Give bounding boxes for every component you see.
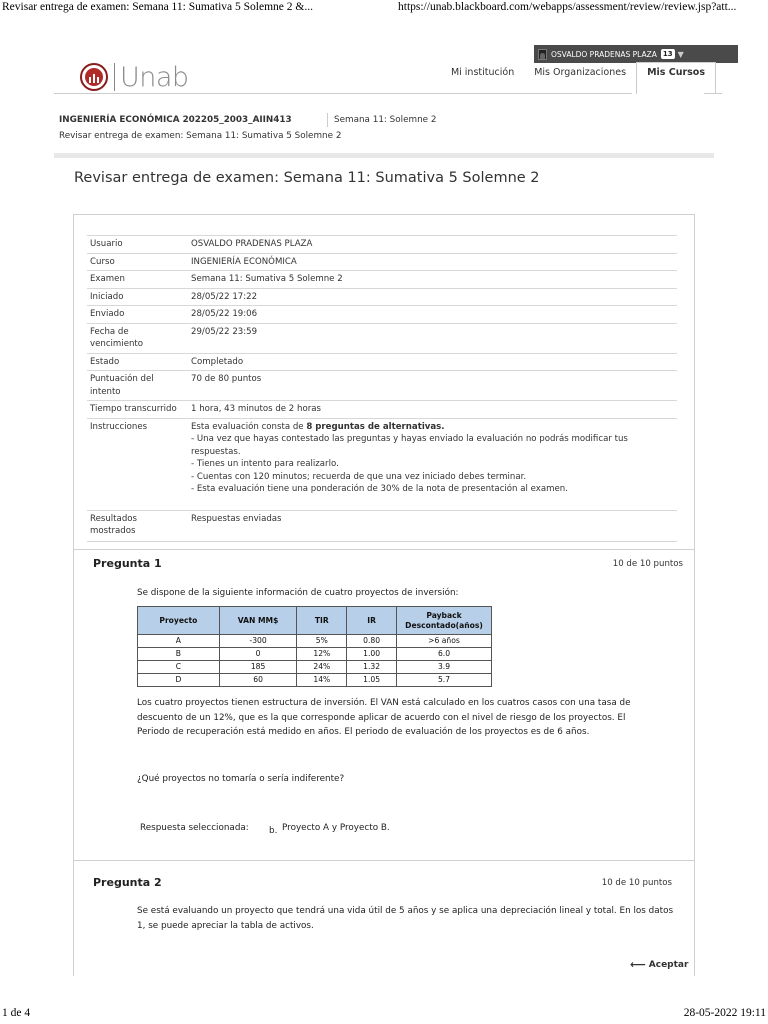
question-intro: Se dispone de la siguiente información de cuatro proyectos de inversión: [137, 588, 459, 598]
answer-letter: b. [269, 826, 278, 836]
table-cell: 1.00 [347, 648, 397, 661]
question-2-text [137, 904, 727, 933]
summary-key [87, 371, 188, 401]
question-divider [73, 549, 695, 550]
logo-text: Unab [120, 61, 189, 93]
column-header-line: Descontado(años) [405, 620, 483, 630]
question-title: Pregunta 2 [93, 876, 162, 889]
summary-value: 28/05/22 17:22 [188, 288, 677, 306]
summary-value: 29/05/22 23:59 [188, 323, 677, 353]
summary-key: Instrucciones [87, 418, 188, 510]
summary-key: Examen [87, 271, 188, 289]
dropdown-arrow-icon[interactable]: ▼ [677, 49, 684, 59]
description-line: Periodo de recuperación está medido en años. El periodo de evaluación de los proyectos es de 6 años. [137, 727, 590, 737]
table-cell: 60 [219, 674, 297, 687]
table-cell: C [138, 661, 220, 674]
summary-row [87, 510, 677, 541]
header-divider [54, 153, 714, 158]
table-cell: 5.7 [397, 674, 492, 687]
column-header: IR [347, 607, 397, 635]
table-cell: B [138, 648, 220, 661]
tab-mis-cursos[interactable]: Mis Cursos [636, 62, 716, 94]
summary-row [87, 288, 677, 306]
print-page-url: https://unab.blackboard.com/webapps/assessment/review/review.jsp?att... [398, 1, 737, 13]
accept-button[interactable] [630, 958, 688, 971]
summary-row [87, 371, 677, 401]
column-header: VAN MM$ [219, 607, 297, 635]
table-cell: 24% [297, 661, 347, 674]
course-divider [327, 113, 328, 127]
description-line: Los cuatro proyectos tienen estructura de inversión. El VAN está calculado en los cuatros casos con una tasa de [137, 698, 631, 708]
summary-value: 28/05/22 19:06 [188, 306, 677, 324]
table-cell: 14% [297, 674, 347, 687]
summary-value: Semana 11: Sumativa 5 Solemne 2 [188, 271, 677, 289]
summary-key: Iniciado [87, 288, 188, 306]
instructions-text [188, 418, 677, 510]
summary-row [87, 401, 677, 419]
question-text-line: 1, se puede apreciar la tabla de activos. [137, 920, 314, 931]
instructions-line: respuestas. [191, 446, 241, 457]
print-header [0, 0, 768, 18]
table-row [138, 661, 492, 674]
column-header: Proyecto [138, 607, 220, 635]
course-name-link[interactable]: INGENIERÍA ECONÓMICA 202205_2003_AIIN413 [59, 115, 292, 125]
main-tabs [441, 62, 716, 94]
table-cell: >6 años [397, 635, 492, 648]
arrow-left-icon: ⟵ [630, 958, 646, 971]
table-cell: 5% [297, 635, 347, 648]
instructions-line: Esta evaluación consta de [191, 421, 307, 432]
review-panel [73, 214, 695, 976]
avatar-icon [538, 49, 547, 60]
table-cell: 0.80 [347, 635, 397, 648]
table-cell: 6.0 [397, 648, 492, 661]
summary-key: Curso [87, 253, 188, 271]
summary-key [87, 510, 188, 541]
table-cell: A [138, 635, 220, 648]
projects-table [137, 606, 492, 687]
question-text-line: Se está evaluando un proyecto que tendrá una vida útil de 5 años y se aplica una depreciación lineal y total. En los datos [137, 906, 674, 916]
top-navigation [54, 42, 716, 94]
question-prompt: ¿Qué proyectos no tomaría o sería indiferente? [137, 774, 345, 784]
table-cell: 0 [219, 648, 297, 661]
summary-key-line: Resultados [90, 513, 138, 524]
summary-key-line: mostrados [90, 526, 136, 536]
answer-label: Respuesta seleccionada: [140, 823, 249, 833]
user-name: OSVALDO PRADENAS PLAZA [551, 49, 657, 59]
summary-value: OSVALDO PRADENAS PLAZA [188, 236, 677, 254]
table-cell: 185 [219, 661, 297, 674]
question-2-header [93, 876, 672, 892]
summary-key-line: vencimiento [90, 339, 144, 349]
notification-badge[interactable]: 13 [662, 50, 673, 58]
question-divider [73, 860, 695, 861]
instructions-line: - Una vez que hayas contestado las preguntas y hayas enviado la evaluación no podrás modificar tus [191, 434, 628, 444]
attempt-summary-table [87, 235, 677, 542]
column-header [397, 607, 492, 635]
summary-row [87, 236, 677, 254]
accept-label: Aceptar [648, 959, 689, 970]
table-row [138, 635, 492, 648]
summary-value: INGENIERÍA ECONÓMICA [188, 253, 677, 271]
table-cell: 1.05 [347, 674, 397, 687]
table-cell: 12% [297, 648, 347, 661]
print-page-title: Revisar entrega de examen: Semana 11: Sumativa 5 Solemne 2 &... [2, 1, 313, 13]
instructions-line: - Tienes un intento para realizarlo. [191, 459, 339, 469]
summary-value: Respuestas enviadas [188, 510, 677, 541]
tab-mis-organizaciones[interactable]: Mis Organizaciones [534, 67, 627, 78]
description-line: descuento de un 12%, que es la que corresponde aplicar de acuerdo con el nivel de riesgo de los proyectos. El [137, 712, 626, 723]
print-datetime: 28-05-2022 19:11 [683, 1007, 766, 1019]
summary-key-line: intento [90, 386, 121, 397]
course-section-link[interactable]: Semana 11: Solemne 2 [334, 115, 437, 125]
summary-row [87, 271, 677, 289]
logo-divider [114, 63, 115, 91]
summary-key: Estado [87, 353, 188, 371]
summary-key [87, 323, 188, 353]
summary-row [87, 306, 677, 324]
table-row [138, 674, 492, 687]
table-row [138, 648, 492, 661]
breadcrumb: Revisar entrega de examen: Semana 11: Sumativa 5 Solemne 2 [59, 131, 342, 141]
question-1-header [93, 557, 683, 573]
table-cell: 1.32 [347, 661, 397, 674]
table-cell: D [138, 674, 220, 687]
unab-logo[interactable] [80, 60, 189, 94]
question-title: Pregunta 1 [93, 557, 162, 570]
summary-row [87, 418, 677, 510]
summary-key: Tiempo transcurrido [87, 401, 188, 419]
instructions-line: - Esta evaluación tiene una ponderación de 30% de la nota de presentación al examen. [191, 484, 568, 494]
logo-emblem-icon [80, 63, 108, 91]
print-footer [0, 1006, 768, 1024]
summary-key-line: Fecha de [90, 326, 129, 337]
summary-row [87, 353, 677, 371]
column-header: TIR [297, 607, 347, 635]
table-cell: 3.9 [397, 661, 492, 674]
summary-value: 1 hora, 43 minutos de 2 horas [188, 401, 677, 419]
table-cell: -300 [219, 635, 297, 648]
summary-row [87, 253, 677, 271]
summary-row [87, 323, 677, 353]
summary-key: Usuario [87, 236, 188, 254]
summary-value: 70 de 80 puntos [188, 371, 677, 401]
question-description [137, 696, 727, 740]
question-points: 10 de 10 puntos [612, 559, 683, 569]
summary-key-line: Puntuación del [90, 374, 154, 384]
tab-mi-institucion[interactable]: Mi institución [450, 67, 515, 78]
summary-value: Completado [188, 353, 677, 371]
answer-text: Proyecto A y Proyecto B. [282, 823, 390, 833]
column-header-line: Payback [426, 610, 462, 620]
instructions-line: - Cuentas con 120 minutos; recuerda de que una vez iniciado debes terminar. [191, 471, 527, 482]
summary-key: Enviado [87, 306, 188, 324]
user-menu[interactable] [534, 45, 738, 63]
instructions-emphasis: 8 preguntas de alternativas. [306, 421, 445, 432]
question-points: 10 de 10 puntos [601, 878, 672, 888]
page-title: Revisar entrega de examen: Semana 11: Sumativa 5 Solemne 2 [74, 170, 540, 186]
print-page-number: 1 de 4 [2, 1007, 31, 1019]
table-header-row [138, 607, 492, 635]
